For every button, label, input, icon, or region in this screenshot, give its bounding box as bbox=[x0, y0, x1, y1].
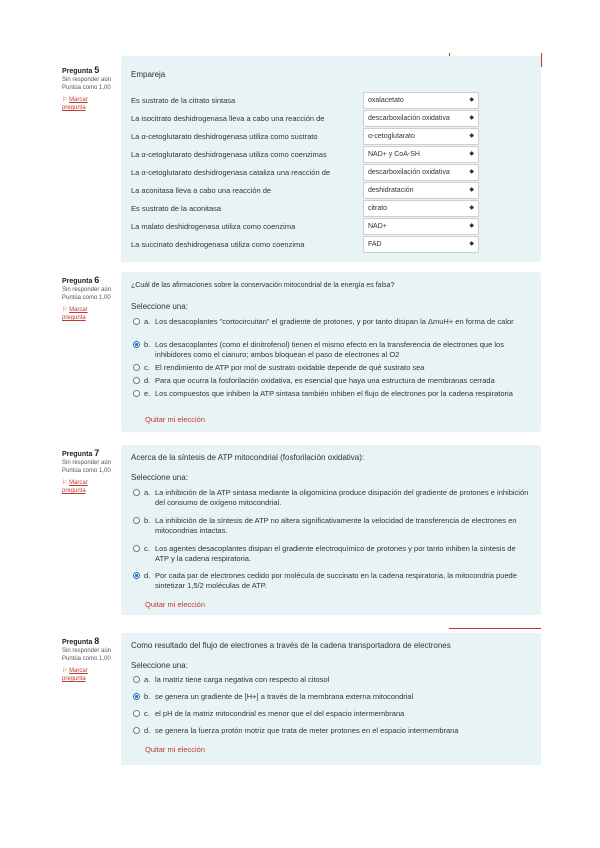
answer-option[interactable]: b. La inhibición de la síntesis de ATP no altera significativamente la velocidad de transferencia de electrones en mitocondrias intactas. bbox=[133, 516, 531, 536]
match-label: Es sustrato de la aconitasa bbox=[131, 204, 222, 213]
question-info-5 bbox=[62, 66, 112, 112]
radio-button[interactable] bbox=[133, 727, 140, 734]
question-number: 6 bbox=[94, 275, 100, 285]
question-points: Puntúa como 1,00 bbox=[62, 656, 111, 662]
flag-icon: ⚐ bbox=[62, 480, 68, 486]
chevron-down-icon: ◆ bbox=[469, 187, 474, 193]
match-label: La α-cetoglutarato deshidrogenasa cataliza una reacción de bbox=[131, 168, 331, 177]
question-info-7 bbox=[62, 449, 112, 495]
answer-option[interactable]: a. la matriz tiene carga negativa con respecto al citosol bbox=[133, 675, 531, 685]
answer-option[interactable]: d. Para que ocurra la fosforilación oxidativa, es esencial que haya una estructura de membranas cerrada bbox=[133, 376, 531, 386]
answer-option[interactable]: e. Los compuestos que inhiben la ATP sintasa también inhiben el flujo de electrones por la cadena respiratoria bbox=[133, 389, 531, 399]
chevron-down-icon: ◆ bbox=[469, 97, 474, 103]
question-card-7 bbox=[121, 445, 541, 615]
question-text: Como resultado del flujo de electrones a través de la cadena transportadora de electrones bbox=[131, 641, 451, 650]
question-number: 5 bbox=[94, 65, 100, 75]
chevron-down-icon: ◆ bbox=[469, 151, 474, 157]
answer-option[interactable]: b. se genera un gradiente de [H+] a través de la membrana externa mitocondrial bbox=[133, 692, 531, 702]
flag-question-link[interactable]: ⚐ Marcar pregunta bbox=[62, 668, 88, 682]
match-row bbox=[131, 200, 533, 218]
chevron-down-icon: ◆ bbox=[469, 241, 474, 247]
question-label: Pregunta bbox=[62, 451, 93, 458]
question-number: 7 bbox=[94, 448, 100, 458]
radio-button-selected[interactable] bbox=[133, 693, 140, 700]
chevron-down-icon: ◆ bbox=[469, 133, 474, 139]
question-text: ¿Cuál de las afirmaciones sobre la conservación mitocondrial de la energía es falsa? bbox=[131, 282, 395, 289]
match-label: La succinato deshidrogenasa utiliza como coenzima bbox=[131, 240, 305, 249]
flag-icon: ⚐ bbox=[62, 668, 68, 674]
answer-option[interactable]: d. se genera la fuerza protón motriz que trata de meter protones en el espacio intermembrana bbox=[133, 726, 531, 736]
flag-question-link[interactable]: ⚐ Marcar pregunta bbox=[62, 97, 88, 111]
flag-question-link[interactable]: ⚐ Marcar pregunta bbox=[62, 307, 88, 321]
question-text: Acerca de la síntesis de ATP mitocondrial (fosforilación oxidativa): bbox=[131, 453, 365, 462]
match-select[interactable]: descarboxilación oxidativa ◆ bbox=[363, 110, 479, 127]
match-select[interactable]: α-cetoglutarato ◆ bbox=[363, 128, 479, 145]
match-row bbox=[131, 218, 533, 236]
question-prompt: Empareja bbox=[131, 70, 166, 79]
match-row bbox=[131, 164, 533, 182]
match-row bbox=[131, 128, 533, 146]
question-status: Sin responder aún bbox=[62, 287, 112, 293]
question-label: Pregunta bbox=[62, 639, 93, 646]
flag-icon: ⚐ bbox=[62, 97, 68, 103]
question-label: Pregunta bbox=[62, 278, 93, 285]
question-card-6 bbox=[121, 272, 541, 432]
flag-question-link[interactable]: ⚐ Marcar pregunta bbox=[62, 480, 88, 494]
question-card-5 bbox=[121, 56, 541, 262]
answer-option[interactable]: a. Los desacoplantes "cortocircuitan" el gradiente de protones, y por tanto disipan la ΔmuH+ en forma de calor bbox=[133, 317, 531, 327]
question-status: Sin responder aún bbox=[62, 460, 112, 466]
select-one-prompt: Seleccione una: bbox=[131, 473, 188, 482]
question-points: Puntúa como 1,00 bbox=[62, 295, 111, 301]
radio-button[interactable] bbox=[133, 710, 140, 717]
question-number: 8 bbox=[94, 636, 100, 646]
match-label: La α-cetoglutarato deshidrogenasa utiliza como sustrato bbox=[131, 132, 318, 141]
chevron-down-icon: ◆ bbox=[469, 169, 474, 175]
match-label: La isocitrato deshidrogenasa lleva a cabo una reacción de bbox=[131, 114, 325, 123]
match-label: Es sustrato de la citrato sintasa bbox=[131, 96, 236, 105]
question-info-8 bbox=[62, 637, 112, 683]
question-points: Puntúa como 1,00 bbox=[62, 468, 111, 474]
radio-button[interactable] bbox=[133, 318, 140, 325]
radio-button-selected[interactable] bbox=[133, 572, 140, 579]
question-status: Sin responder aún bbox=[62, 77, 112, 83]
radio-button[interactable] bbox=[133, 489, 140, 496]
chevron-down-icon: ◆ bbox=[469, 115, 474, 121]
answer-option[interactable]: a. La inhibición de la ATP sintasa mediante la oligomicina produce disipación del gradiente de protones e inhibición del consumo de oxígeno mitocondrial. bbox=[133, 488, 531, 508]
answer-option[interactable]: c. el pH de la matriz mitocondrial es menor que el del espacio intermembrana bbox=[133, 709, 531, 719]
answer-option[interactable]: c. El rendimiento de ATP por mol de sustrato oxidable depende de qué sustrato sea bbox=[133, 363, 531, 373]
question-card-8 bbox=[121, 633, 541, 765]
clear-choice-link[interactable]: Quitar mi elección bbox=[145, 600, 206, 609]
answer-option[interactable]: b. Los desacoplantes (como el dinitrofenol) tienen el mismo efecto en la transferencia de electrones que los inhibidores como el cianuro; ambos bloquean el paso de electrones al O2 bbox=[133, 340, 531, 360]
clear-choice-link[interactable]: Quitar mi elección bbox=[145, 745, 206, 754]
match-row bbox=[131, 146, 533, 164]
match-row bbox=[131, 110, 533, 128]
question-info-6 bbox=[62, 276, 112, 322]
radio-button[interactable] bbox=[133, 545, 140, 552]
match-select[interactable]: FAD ◆ bbox=[363, 236, 479, 253]
match-row bbox=[131, 236, 533, 254]
radio-button[interactable] bbox=[133, 517, 140, 524]
flag-icon: ⚐ bbox=[62, 307, 68, 313]
match-select[interactable]: citrato ◆ bbox=[363, 200, 479, 217]
match-label: La malato deshidrogenasa utiliza como coenzima bbox=[131, 222, 296, 231]
match-label: La aconitasa lleva a cabo una reacción de bbox=[131, 186, 272, 195]
chevron-down-icon: ◆ bbox=[469, 205, 474, 211]
match-select[interactable]: descarboxilación oxidativa ◆ bbox=[363, 164, 479, 181]
match-label: La α-cetoglutarato deshidrogenasa utiliza como coenzimas bbox=[131, 150, 327, 159]
answer-option[interactable]: c. Los agentes desacoplantes disipan el gradiente electroquímico de protones y por tanto inhiben la síntesis de ATP y la cadena respiratoria. bbox=[133, 544, 531, 564]
match-select[interactable]: NAD+ ◆ bbox=[363, 218, 479, 235]
radio-button[interactable] bbox=[133, 676, 140, 683]
select-one-prompt: Seleccione una: bbox=[131, 661, 188, 670]
answer-option[interactable]: d. Por cada par de electrones cedido por molécula de succinato en la cadena respiratoria, la mitocondria puede sintetizar 1,5/2 moléculas de ATP. bbox=[133, 571, 531, 591]
clear-choice-link[interactable]: Quitar mi elección bbox=[145, 415, 206, 424]
question-points: Puntúa como 1,00 bbox=[62, 85, 111, 91]
chevron-down-icon: ◆ bbox=[469, 223, 474, 229]
radio-button[interactable] bbox=[133, 377, 140, 384]
radio-button-selected[interactable] bbox=[133, 341, 140, 348]
match-row bbox=[131, 182, 533, 200]
question-status: Sin responder aún bbox=[62, 648, 112, 654]
radio-button[interactable] bbox=[133, 390, 140, 397]
match-row bbox=[131, 92, 533, 110]
radio-button[interactable] bbox=[133, 364, 140, 371]
question-label: Pregunta bbox=[62, 68, 93, 75]
match-select[interactable]: NAD+ y CoA-SH ◆ bbox=[363, 146, 479, 163]
match-select[interactable]: oxalacetato ◆ bbox=[363, 92, 479, 109]
match-select[interactable]: deshidratación ◆ bbox=[363, 182, 479, 199]
select-one-prompt: Seleccione una: bbox=[131, 302, 188, 311]
divider-accent bbox=[449, 628, 541, 629]
